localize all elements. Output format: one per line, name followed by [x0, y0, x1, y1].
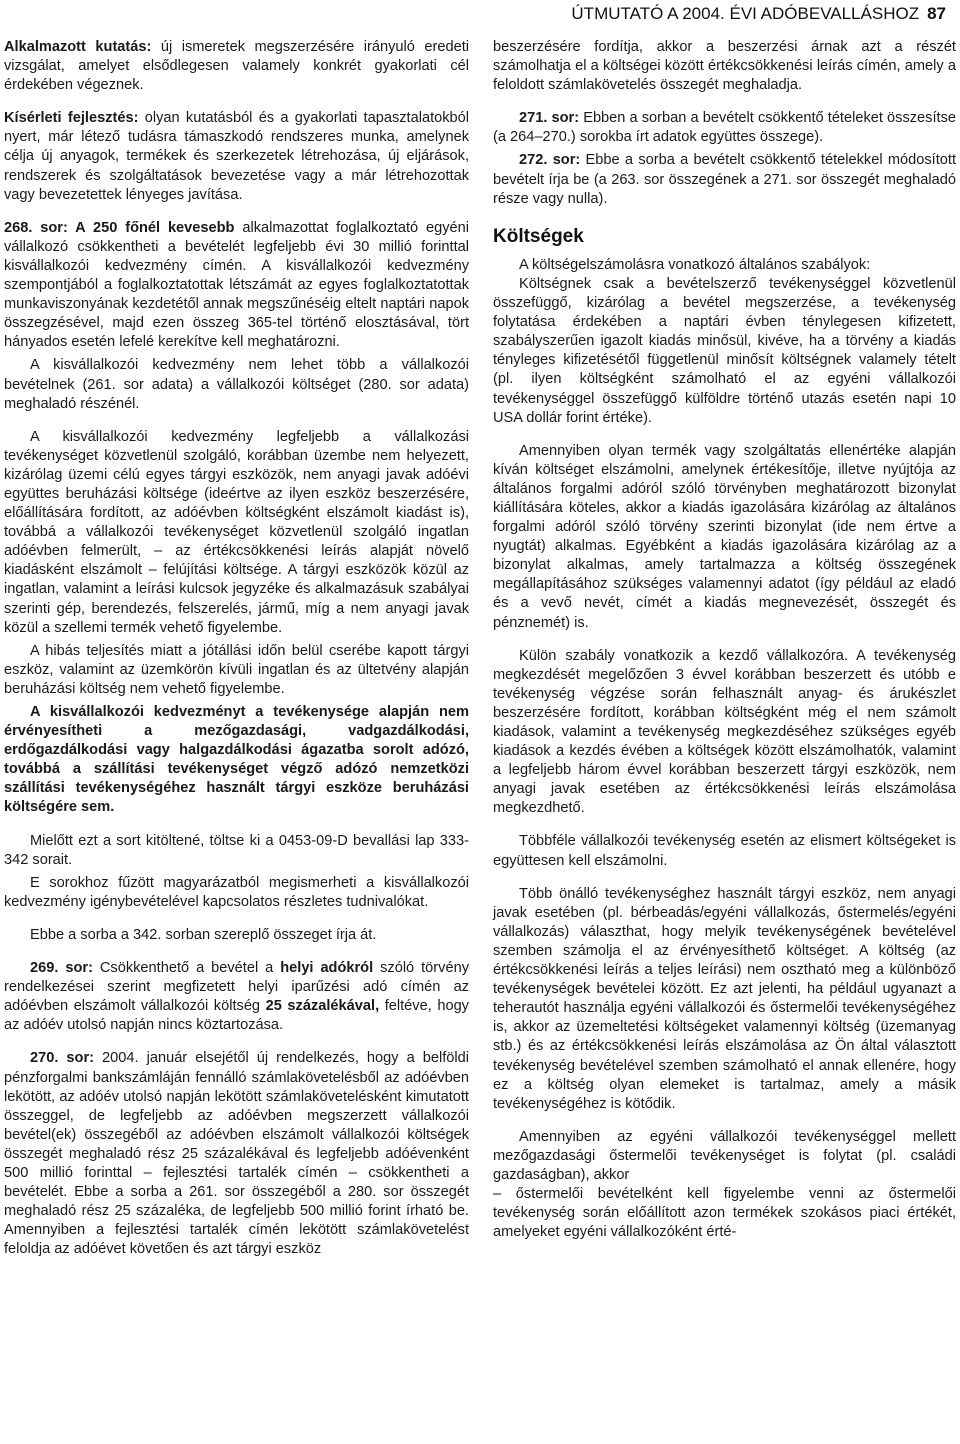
- paragraph-discount-basis: A kisvállalkozói kedvezmény legfeljebb a vállalkozási tevékenységet közvetlenül szolgáló, korábban üzembe nem helyezett, kizárólag üzemi célú egyes tárgyi eszközök, nem anyagi javak adóévi együttes beruházási költsége (ideértve az ilyen eszköz beszerzésére, előállítására fordított, az adóévben költségként elszámolt kiadást is), továbbá a vállalkozói tevékenységet közvetlenül szolgáló ingatlan adóévben felmerült, – az értékcsökkenési leírás alapját növelő kiadásként elszámolt – felújítási költsége. A tárgyi eszközök közül az ingatlan, valamint a leírási kulcsok jegyzéke és alkalmazásuk szabályai szerinti gép, berendezés, felszerelés, jármű, míg a nem anyagi javak közül a szellemi termék vehető figyelembe.: [4, 428, 469, 636]
- exclusion-bold-text: A kisvállalkozói kedvezményt a tevékenysége alapján nem érvényesítheti a mezőgazdasági, vadgazdálkodási, erdőgazdálkodási vagy halgazdálkodási ágazatba sorolt adózó, továbbá a szállítási tevékenységet végző adózó nemzetközi szállítási tevékenységéhez használt tárgyi eszköze beruházási költségére sem.: [4, 704, 469, 816]
- paragraph-text: Csökkenthető a bevétel a: [92, 960, 281, 977]
- list-item: – őstermelői bevételként kell figyelembe venni az őstermelői tevékenység során előállított azon termékek szokásos piaci értékét, amelyeket egyéni vállalkozóként érté-: [493, 1186, 956, 1241]
- row-270-heading: 270. sor:: [30, 1050, 95, 1067]
- paragraph-row-271: [493, 109, 956, 147]
- paragraph-text: új ismeretek megszerzésére irányuló eredeti vizsgálat, amelyet elsődlegesen valamely konkrét gyakorlati cél érdekében végeznek.: [4, 39, 469, 94]
- paragraph-explanation: E sorokhoz fűzött magyarázatból megismerheti a kisvállalkozói kedvezmény igénybevételével kapcsolatos részletes tudnivalókat.: [4, 874, 469, 910]
- paragraph-starting-entrepreneur: Külön szabály vonatkozik a kezdő vállalkozóra. A tevékenység megkezdését megelőzően 3 évvel korábban beszerzett és utóbb e tevékenység végzése során felhasznált anyag- és árukészlet beszerzésére fordított, korábban költségként még el nem számolt kiadások, valamint a tevékenység megkezdéséhez szükséges egyéb kiadások a kezdés évében a költségek között elszámolhatók, valamint a legfeljebb három évvel korábban beszerzett tárgyi eszközök, nem anyagi javak esetében az értékcsökkenési leírás elszámolása megkezdhető.: [493, 647, 956, 817]
- running-header: [571, 4, 946, 24]
- paragraph-discount-limit: A kisvállalkozói kedvezmény nem lehet több a vállalkozói bevételnek (261. sor adata) a vállalkozói költséget (280. sor adata) meghaladó részénél.: [4, 357, 469, 412]
- emphasis-local-tax: helyi adókról: [280, 960, 374, 977]
- paragraph-text: 2004. január elsejétől új rendelkezés, hogy a belföldi pénzforgalmi bankszámláján fennálló számlakövetelésből az adóévben lekötött, az adóév utolsó napján lekötött számlakövetelésként kimutatott összeggel, de legfeljebb az adóévben megszerzett vállalkozói bevétel(ek) összegéből az adóévben elszámolt vállalkozói költségek összegét meghaladó rész 25 százalékával és legfeljebb adóévenként 500 millió forinttal – fejlesztési tartalék címén – csökkentheti a bevételét. Ebbe a sorba a 261. sor összegéből a 280. sor összegét meghaladó rész 25 százaléka, de legfeljebb 500 millió forint írható be. Amennyiben a fejlesztési tartalék címén lekötött számlakövetelést feloldja az adóévet követően és azt tárgyi eszköz: [4, 1050, 470, 1258]
- paragraph-row-342: Ebbe a sorba a 342. sorban szereplő összeget írja át.: [30, 926, 377, 943]
- left-column: [4, 38, 469, 1273]
- paragraph-text: Ebben a sorban a bevételt csökkentő tételeket összesítse (a 264–270.) sorokba írt adatok együttes összege).: [493, 110, 956, 146]
- paragraph-before-filling: Mielőtt ezt a sort kitöltené, töltse ki a 0453-09-D bevallási lap 333-342 sorait.: [4, 832, 469, 868]
- paragraph-text: alkalmazottat foglalkoztató egyéni vállalkozó csökkentheti a bevételét legfeljebb évi 30 millió forinttal kisvállalkozói kedvezmény címén. A kisvállalkozói kedvezmény szempontjából a foglalkoztatottak létszámát az egyes foglalkoztatottak munkaviszonyának kezdetétől annak megszűnéséig eltelt naptári napok összegzésével, majd ezen összeg 365-tel történő elosztásával, tört hányados esetén lefelé kerekítve kell meghatározni.: [4, 219, 469, 351]
- row-272-heading: 272. sor:: [519, 152, 581, 169]
- paragraph-row-268: [4, 219, 469, 353]
- paragraph-continuation: beszerzésére fordítja, akkor a beszerzési árnak azt a részét számolhatja el a költségei között értékcsökkenési leírás címén, amely a feloldott számlakövetelés összegét meghaladja.: [493, 39, 956, 94]
- row-268-heading: 268. sor: A 250 főnél kevesebb: [4, 219, 235, 236]
- paragraph-primary-producer: Amennyiben az egyéni vállalkozói tevékenységgel mellett mezőgazdasági őstermelői tevékenységet is folytat (pl. családi gazdaságban), akkor: [493, 1128, 956, 1183]
- paragraph-text: szóló törvény rendelkezései szerint megfizetett helyi iparűzési adó címén az adóévben elszámolt vállalkozói költség: [4, 960, 469, 1015]
- paragraph-row-269: [4, 959, 469, 1035]
- paragraph-applied-research: [4, 38, 469, 95]
- row-271-heading: 271. sor:: [519, 110, 580, 127]
- paragraph-multiple-activities: Többféle vállalkozói tevékenység esetén az elismert költségeket is együttesen kell elszámolni.: [493, 833, 956, 869]
- page-number: 87: [927, 4, 946, 23]
- paragraph-text: feltéve, hogy az adóév utolsó napján nincs köztartozása.: [4, 998, 469, 1034]
- emphasis-percent: 25 százalékával,: [265, 998, 380, 1015]
- paragraph-warranty: A hibás teljesítés miatt a jótállási időn belül cserébe kapott tárgyi eszköz, valamint az üzemkörön kívüli ingatlan és az ültetvény alapján beruházási költség nem vehető figyelembe.: [4, 642, 469, 697]
- term-experimental-development: Kísérleti fejlesztés:: [4, 110, 139, 127]
- row-269-heading: 269. sor:: [30, 960, 93, 977]
- paragraph-shared-assets: Több önálló tevékenységhez használt tárgyi eszköz, nem anyagi javak esetében (pl. bérbeadás/egyéni vállalkozás, őstermelés/egyéni vállalkozás) választhat, hogy melyik tevékenységének bevételével szemben számolja el az érvényesíthető költséget. A költség (az értékcsökkenési leírás a teljes leírási) nem osztható meg a különböző tevékenységek bevételei között. Ez azt jelenti, ha például ugyanazt a teherautót használja egyéni vállalkozói és őstermelői tevékenységéhez is, akkor az üzemeltetési költségeket valamennyi költség (üzemanyag stb.) és az értékcsökkenési leírás elszámolása az Ön által választott tevékenység bevételével szemben számolható el annak ellenére, hogy ez a költség olyan elemeket is tartalmaz, amely a másik tevékenységéhez is kötődik.: [493, 885, 956, 1112]
- paragraph-general-rules: A költségelszámolásra vonatkozó általános szabályok:: [519, 256, 871, 273]
- paragraph-row-272: [493, 151, 956, 208]
- paragraph-experimental-development: [4, 109, 469, 204]
- paragraph-text: olyan kutatásból és a gyakorlati tapasztalatokból nyert, már létező tudásra támaszkodó rendszeres munka, amelynek célja új anyagok, termékek és szerkezetek létrehozása, új eljárások, rendszerek és szolgáltatások bevezetése vagy a már létrehozottak vagy bevezetettek lényeges javítása.: [4, 110, 470, 203]
- paragraph-cost-definition: Költségnek csak a bevételszerző tevékenységgel közvetlenül összefüggő, kizárólag a bevétel megszerzése, a tevékenység folytatása érdekében a naptári évben ténylegesen kifizetett, szabályszerűen igazolt kiadás minősül, kivéve, ha a törvény a kiadás tényleges kifizetésétől függetlenül minősít költségnek valamely tételt (pl. ilyen költségként számolható el az egyéni vállalkozói tevékenységgel összefüggő külföldre történő utazás esetén napi 10 USA dollár forint értéke).: [493, 275, 956, 426]
- right-column: [493, 38, 956, 1256]
- header-title: ÚTMUTATÓ A 2004. ÉVI ADÓBEVALLÁSHOZ: [571, 4, 920, 23]
- paragraph-text: Ebbe a sorba a bevételt csökkentő tételekkel módosított bevételt írja be (a 263. sor összegének a 271. sor összegét meghaladó része vagy nulla).: [493, 152, 956, 207]
- paragraph-row-270: [4, 1049, 469, 1259]
- section-heading-costs: Költségek: [493, 225, 584, 247]
- paragraph-exclusion: [4, 703, 469, 818]
- term-applied-research: Alkalmazott kutatás:: [4, 39, 152, 55]
- paragraph-invoice-rules: Amennyiben olyan termék vagy szolgáltatás ellenértéke alapján kíván költséget elszámolni, amelynek értékesítője, illetve nyújtója az általános forgalmi adóról szóló törvényben meghatározott bizonylat kiállítására köteles, akkor a kiadás igazolására kizárólag az általános forgalmi adóról szóló törvény szerinti bizonylat (ide nem értve a nyugtát) alkalmas. Egyébként a kiadás igazolására kizárólag az a bizonylat alkalmas, amely tartalmazza a költség összegének megállapításához szükséges valamennyi adatot (így például az eladó és a vevő nevét, címét a kiadás megnevezését, összegét és pénznemét) is.: [493, 442, 956, 631]
